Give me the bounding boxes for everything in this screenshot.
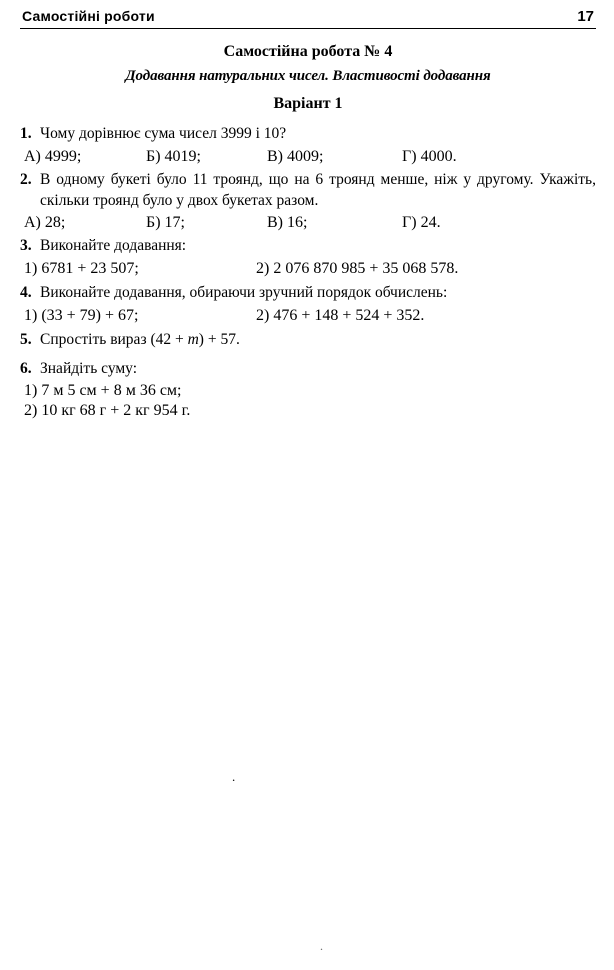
subitem-2: 2) 476 + 148 + 524 + 352. [256, 306, 425, 324]
task-number: 2. [20, 170, 32, 188]
task-text: Виконайте додавання: [40, 237, 187, 255]
task-item [20, 124, 596, 145]
task-options [20, 148, 596, 166]
page-number: 17 [577, 8, 594, 25]
subitem-1: 1) (33 + 79) + 67; [24, 306, 139, 324]
task-number: 5. [20, 330, 32, 348]
option-d: Г) 4000. [402, 147, 457, 165]
option-d: Г) 24. [402, 214, 441, 232]
subitem-2: 2) 10 кг 68 г + 2 кг 954 г. [24, 402, 191, 420]
task-item [20, 170, 596, 212]
option-a: А) 28; [24, 214, 66, 232]
running-title: Самостійні роботи [22, 8, 155, 24]
subitem-1: 1) 7 м 5 см + 8 м 36 см; [24, 382, 182, 400]
task-number: 1. [20, 125, 32, 142]
task-item [20, 283, 596, 304]
task-text: Знайдіть суму: [40, 359, 138, 377]
task-subitems [20, 260, 596, 278]
task-number: 6. [20, 359, 32, 377]
task-item [20, 359, 596, 380]
task-text: Виконайте додавання, обираючи зручний порядок обчислень: [40, 284, 448, 302]
task-subitems [20, 307, 596, 325]
header-divider [20, 28, 596, 29]
document-title: Самостійна робота № 4 [223, 43, 393, 60]
page-header [20, 8, 596, 28]
stray-mark-middle: . [232, 769, 236, 784]
task-variable: m [187, 330, 199, 348]
option-c: В) 4009; [267, 147, 324, 165]
document-subtitle: Додавання натуральних чисел. Властивості додавання [125, 68, 491, 84]
task-text-suffix: ) + 57. [198, 330, 240, 348]
stray-mark-bottom: . [320, 939, 323, 953]
task-item [20, 330, 596, 351]
task-text-prefix: Спростіть вираз (42 + [40, 330, 188, 348]
task-options [20, 214, 596, 232]
subitem-2: 2) 2 076 870 985 + 35 068 578. [256, 260, 459, 278]
task-text: Чому дорівнює сума чисел 3999 і 10? [40, 125, 287, 142]
option-b: Б) 17; [146, 214, 185, 232]
subitem-1: 1) 6781 + 23 507; [24, 260, 139, 278]
task-number: 4. [20, 284, 32, 302]
task-item [20, 236, 596, 257]
option-a: А) 4999; [24, 147, 82, 165]
option-c: В) 16; [267, 214, 308, 232]
task-text: В одному букеті було 11 троянд, що на 6 троянд менше, ніж у другому. Укажіть, скільки троянд було у двох букетах разом. [40, 170, 596, 209]
option-b: Б) 4019; [146, 147, 201, 165]
task-number: 3. [20, 237, 32, 255]
variant-label: Варіант 1 [273, 95, 343, 112]
task-text [40, 330, 596, 351]
